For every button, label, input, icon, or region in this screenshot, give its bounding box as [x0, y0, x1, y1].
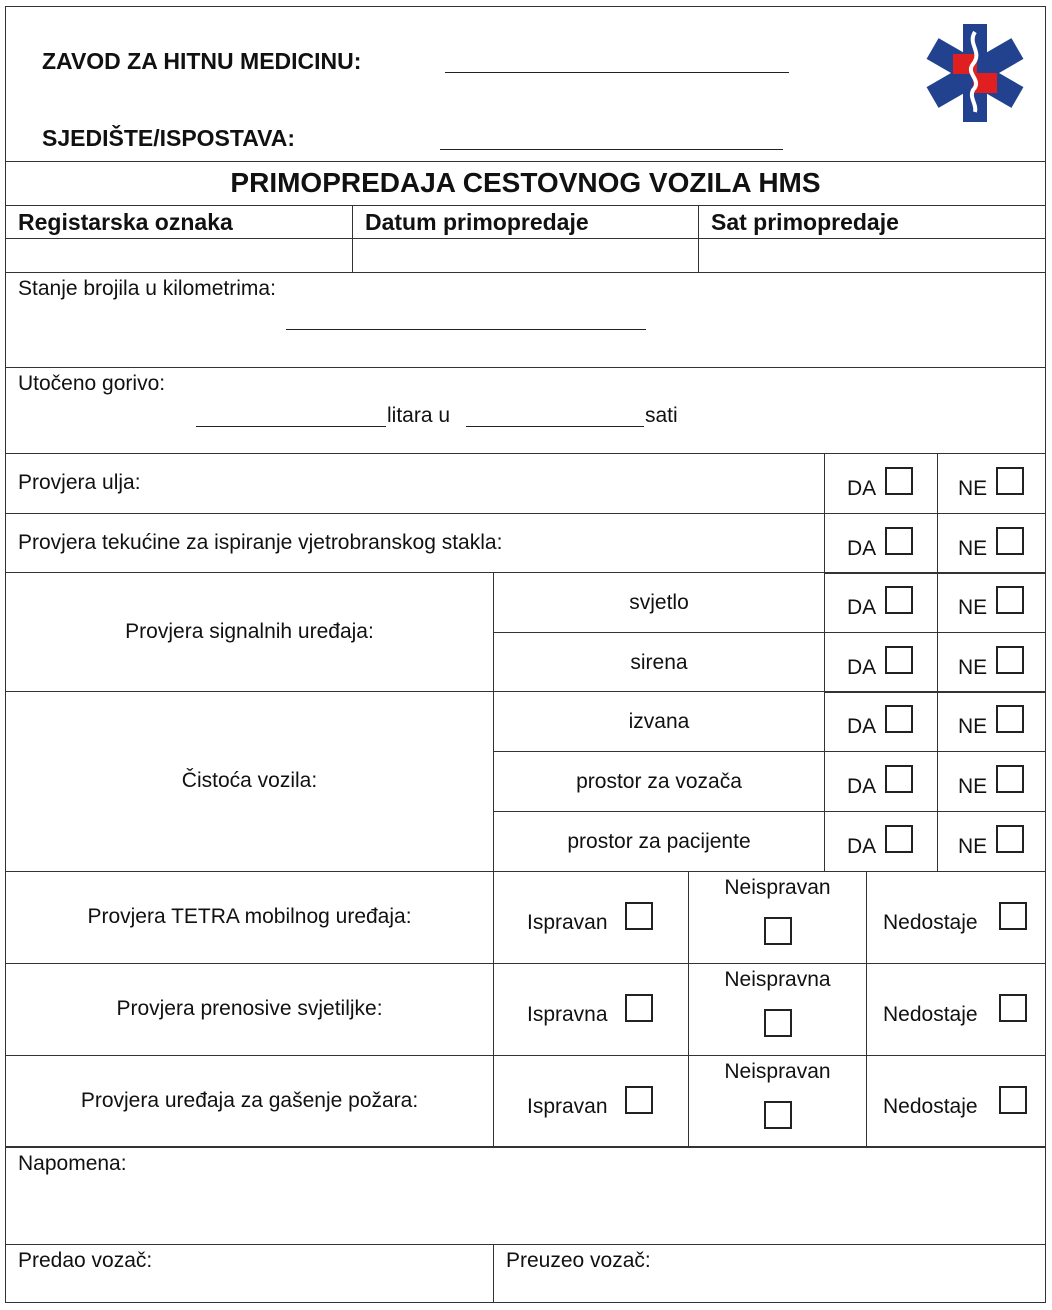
ok-label: Ispravna: [527, 1003, 608, 1026]
missing-cell: [866, 1055, 1046, 1148]
star-of-life-logo: [925, 24, 1025, 122]
note-label: Napomena:: [18, 1152, 127, 1175]
missing-checkbox[interactable]: [999, 902, 1027, 930]
fuel-row: [5, 367, 1046, 454]
note-field[interactable]: [5, 1146, 1046, 1245]
yes-checkbox[interactable]: [885, 467, 913, 495]
col-date: Datum primopredaje: [365, 209, 589, 235]
faulty-label: Neispravan: [724, 1060, 831, 1083]
missing-label: Nedostaje: [883, 1095, 978, 1118]
liters-label: litara u: [387, 404, 451, 427]
no-cell: [937, 811, 1046, 872]
no-label: NE: [958, 596, 988, 619]
time-field[interactable]: [698, 238, 1046, 273]
no-checkbox[interactable]: [996, 527, 1024, 555]
yes-cell: [824, 572, 938, 633]
equipment-row: [5, 871, 494, 964]
institution-label: ZAVOD ZA HITNU MEDICINU:: [42, 48, 362, 74]
cleanliness-label: Čistoća vozila:: [181, 769, 318, 792]
col-time: Sat primopredaje: [711, 209, 899, 235]
col-registration: Registarska oznaka: [18, 209, 233, 235]
missing-checkbox[interactable]: [999, 1086, 1027, 1114]
faulty-checkbox[interactable]: [764, 1101, 792, 1129]
missing-label: Nedostaje: [883, 911, 978, 934]
no-cell: [937, 691, 1046, 752]
no-cell: [937, 632, 1046, 693]
yes-cell: [824, 811, 938, 872]
yes-cell: [824, 632, 938, 693]
no-cell: [937, 513, 1046, 574]
no-checkbox[interactable]: [996, 646, 1024, 674]
fuel-time-field[interactable]: [466, 426, 644, 427]
yes-label: DA: [847, 775, 877, 798]
yes-cell: [824, 751, 938, 812]
received-by-field[interactable]: [493, 1244, 1046, 1303]
faulty-checkbox[interactable]: [764, 917, 792, 945]
clean-item-exterior: izvana: [628, 710, 690, 733]
no-label: NE: [958, 656, 988, 679]
no-checkbox[interactable]: [996, 765, 1024, 793]
faulty-label: Neispravna: [724, 968, 831, 991]
yes-label: DA: [847, 656, 877, 679]
no-cell: [937, 572, 1046, 633]
signal-item-light: svjetlo: [629, 591, 689, 614]
faulty-cell: [688, 963, 867, 1056]
fuel-label: Utočeno gorivo:: [18, 372, 166, 395]
ok-cell: [493, 871, 689, 964]
hours-label: sati: [645, 404, 678, 427]
no-checkbox[interactable]: [996, 586, 1024, 614]
faulty-cell: [688, 1055, 867, 1148]
yes-label: DA: [847, 477, 877, 500]
missing-label: Nedostaje: [883, 1003, 978, 1026]
missing-checkbox[interactable]: [999, 994, 1027, 1022]
equipment-label: Provjera uređaja za gašenje požara:: [80, 1089, 419, 1112]
ok-label: Ispravan: [527, 1095, 608, 1118]
date-field[interactable]: [352, 238, 699, 273]
yes-checkbox[interactable]: [885, 586, 913, 614]
no-cell: [937, 751, 1046, 812]
faulty-cell: [688, 871, 867, 964]
title-row: [5, 161, 1046, 206]
yes-label: DA: [847, 835, 877, 858]
handed-by-field[interactable]: [5, 1244, 494, 1303]
no-label: NE: [958, 775, 988, 798]
equipment-row: [5, 963, 494, 1056]
yes-cell: [824, 453, 938, 514]
faulty-checkbox[interactable]: [764, 1009, 792, 1037]
ok-checkbox[interactable]: [625, 902, 653, 930]
clean-item-patient: prostor za pacijente: [567, 830, 751, 853]
odometer-row: [5, 272, 1046, 368]
no-label: NE: [958, 715, 988, 738]
equipment-label: Provjera prenosive svjetiljke:: [116, 997, 383, 1020]
location-field[interactable]: [440, 149, 783, 150]
odometer-field[interactable]: [286, 329, 646, 330]
received-by-label: Preuzeo vozač:: [506, 1249, 651, 1272]
odometer-label: Stanje brojila u kilometrima:: [18, 277, 276, 300]
equipment-label: Provjera TETRA mobilnog uređaja:: [87, 905, 412, 928]
signal-item-siren: sirena: [630, 651, 688, 674]
missing-cell: [866, 871, 1046, 964]
fuel-liters-field[interactable]: [196, 426, 386, 427]
ok-cell: [493, 963, 689, 1056]
ok-label: Ispravan: [527, 911, 608, 934]
yes-label: DA: [847, 537, 877, 560]
no-checkbox[interactable]: [996, 467, 1024, 495]
oil-check-label: Provjera ulja:: [18, 471, 141, 494]
no-cell: [937, 453, 1046, 514]
registration-field[interactable]: [5, 238, 353, 273]
yes-checkbox[interactable]: [885, 646, 913, 674]
yes-checkbox[interactable]: [885, 765, 913, 793]
yes-checkbox[interactable]: [885, 527, 913, 555]
no-label: NE: [958, 835, 988, 858]
equipment-row: [5, 1055, 494, 1148]
ok-checkbox[interactable]: [625, 994, 653, 1022]
signal-check-label: Provjera signalnih uređaja:: [125, 620, 374, 643]
yes-cell: [824, 691, 938, 752]
yes-cell: [824, 513, 938, 574]
washer-check-label: Provjera tekućine za ispiranje vjetrobranskog stakla:: [18, 531, 503, 554]
no-checkbox[interactable]: [996, 705, 1024, 733]
institution-field[interactable]: [445, 72, 789, 73]
ok-cell: [493, 1055, 689, 1148]
yes-label: DA: [847, 715, 877, 738]
no-label: NE: [958, 477, 988, 500]
yes-checkbox[interactable]: [885, 705, 913, 733]
ok-checkbox[interactable]: [625, 1086, 653, 1114]
no-checkbox[interactable]: [996, 825, 1024, 853]
yes-checkbox[interactable]: [885, 825, 913, 853]
missing-cell: [866, 963, 1046, 1056]
clean-item-driver: prostor za vozača: [576, 770, 742, 793]
handed-by-label: Predao vozač:: [18, 1249, 153, 1272]
form-title: PRIMOPREDAJA CESTOVNOG VOZILA HMS: [230, 167, 821, 198]
location-label: SJEDIŠTE/ISPOSTAVA:: [42, 125, 296, 151]
yes-label: DA: [847, 596, 877, 619]
faulty-label: Neispravan: [724, 876, 831, 899]
no-label: NE: [958, 537, 988, 560]
